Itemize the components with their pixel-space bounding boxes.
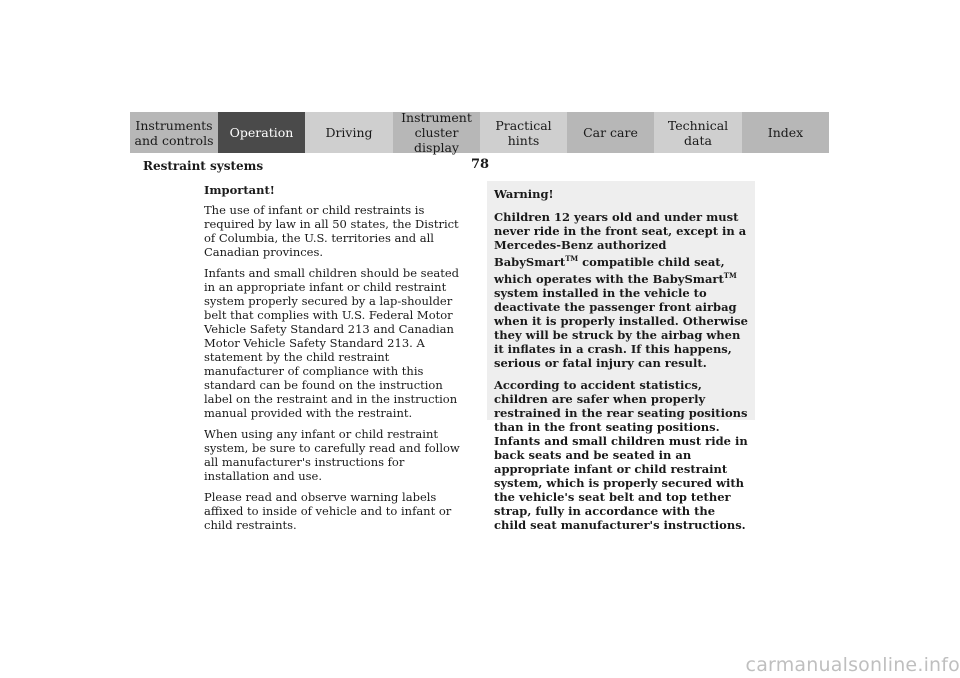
tab-operation[interactable]: Operation — [218, 112, 305, 153]
important-heading: Important! — [204, 183, 275, 197]
tab-technical-data[interactable]: Technical data — [654, 112, 742, 153]
tab-car-care[interactable]: Car care — [567, 112, 654, 153]
paragraph: When using any infant or child restraint system, be sure to carefully read and follow all manufacturer's instructions for installation and use. — [204, 427, 460, 483]
tab-driving[interactable]: Driving — [305, 112, 393, 153]
paragraph: Please read and observe warning labels affixed to inside of vehicle and to infant or child restraints. — [204, 490, 452, 532]
important-section — [204, 183, 472, 539]
tab-instruments-and-controls[interactable]: Instruments and controls — [130, 112, 218, 153]
warning-paragraph: Children 12 years old and under must never ride in the front seat, except in a Mercedes-Benz authorized BabySmart™ compatible child seat, which operates with the BabySmart™ system installed in the vehicle to deactivate the passenger front airbag when it is properly installed. Otherwise they will be struck by the airbag when it inflates in a crash. If this happens, serious or fatal injury can result. — [494, 210, 748, 370]
watermark: carmanualsonline.info — [745, 654, 960, 676]
warning-heading: Warning! — [494, 187, 554, 201]
trademark-symbol: TM — [723, 270, 737, 280]
paragraph: Infants and small children should be seated in an appropriate infant or child restraint system properly secured by a lap-shoulder belt that complies with U.S. Federal Motor Vehicle Safety Standard 213 and Canadian Motor Vehicle Safety Standard 213. A statement by the child restraint manufacturer of compliance with this standard can be found on the instruction label on the restraint and in the instruction manual provided with the restraint. — [204, 266, 460, 420]
tab-instrument-cluster-display[interactable]: Instrument cluster display — [393, 112, 480, 153]
page-number: 78 — [470, 157, 490, 172]
section-title: Restraint systems — [143, 159, 264, 173]
warning-paragraph: According to accident statistics, children are safer when properly restrained in the rear seating positions than in the front seating positions. Infants and small children must ride in back seats and be seated in an appropriate infant or child restraint system, which is properly secured with the vehicle's seat belt and top tether strap, fully in accordance with the child seat manufacturer's instructions. — [494, 377, 748, 532]
tab-index[interactable]: Index — [742, 112, 829, 153]
chapter-nav — [130, 112, 829, 153]
trademark-symbol: TM — [565, 254, 579, 263]
paragraph: The use of infant or child restraints is required by law in all 50 states, the District of Columbia, the U.S. territories and all Canadian provinces. — [204, 203, 459, 259]
tab-practical-hints[interactable]: Practical hints — [480, 112, 567, 153]
warning-box — [487, 181, 755, 532]
